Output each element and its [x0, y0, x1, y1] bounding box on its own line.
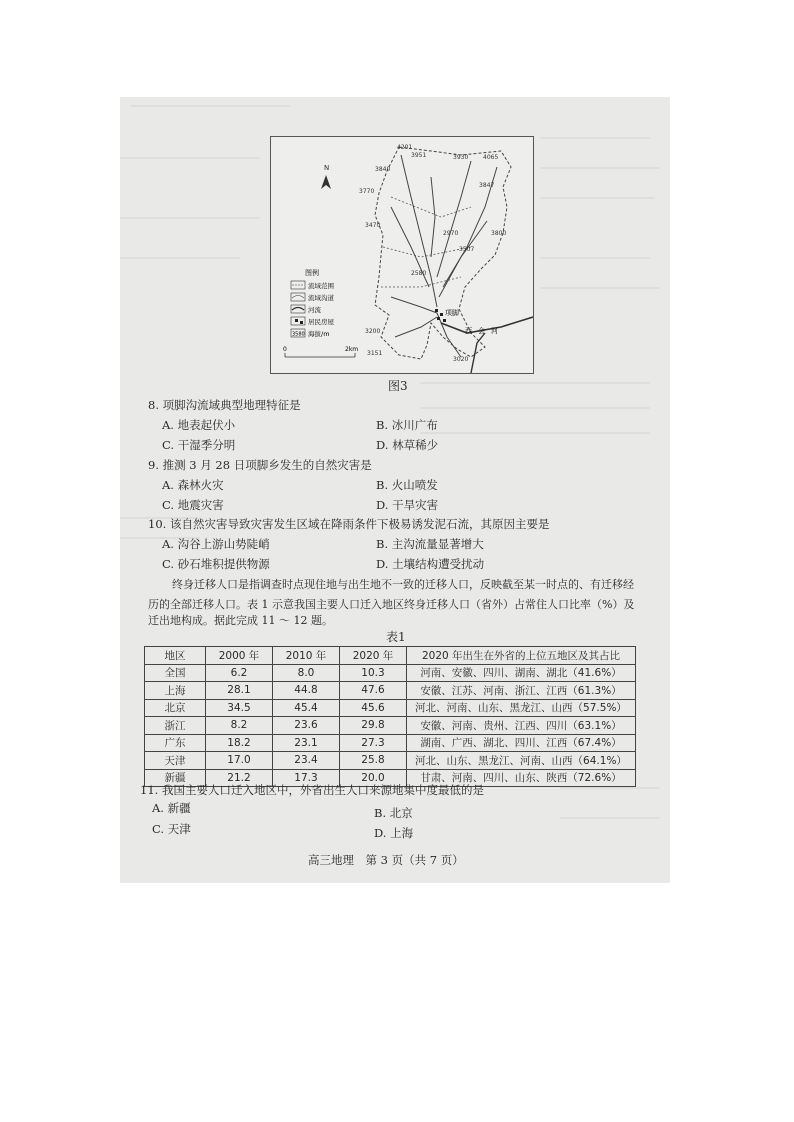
table-cell: 47.6: [340, 682, 407, 700]
table-cell: 45.4: [273, 699, 340, 717]
elev-label: 3800: [491, 230, 507, 237]
table-cell: 广东: [145, 734, 206, 752]
north-label: N: [324, 164, 330, 172]
q9-option-d[interactable]: D. 干旱灾害: [376, 498, 439, 512]
elev-label: 2970: [443, 230, 459, 237]
svg-text:0: 0: [283, 346, 287, 353]
table-cell: 34.5: [206, 699, 273, 717]
passage-line-1: 终身迁移人口是指调查时点现住地与出生地不一致的迁移人口，反映截至某一时点的、有迁移经: [172, 578, 634, 591]
legend-item-house: 居民房屋: [308, 318, 334, 326]
table-cell: 29.8: [340, 717, 407, 735]
elev-label: 4201: [397, 144, 413, 151]
header-2010: 2010 年: [273, 647, 340, 665]
q9-option-a[interactable]: A. 森林火灾: [162, 478, 224, 492]
elev-label: 4065: [483, 154, 499, 161]
q9-option-c[interactable]: C. 地震灾害: [162, 498, 224, 512]
town-label: 项脚: [445, 309, 459, 317]
elev-label: 3507: [459, 246, 475, 253]
table-row: [145, 752, 636, 770]
question-9-stem: 9. 推测 3 月 28 日项脚乡发生的自然灾害是: [148, 458, 372, 472]
table-cell: 45.6: [340, 699, 407, 717]
table-header-row: [145, 647, 636, 665]
table-cell: 21.2: [206, 769, 273, 787]
elev-label: 2580: [411, 270, 427, 277]
q10-option-a[interactable]: A. 沟谷上游山势陡峭: [162, 537, 270, 551]
map-legend: [291, 268, 335, 338]
table-cell: 上海: [145, 682, 206, 700]
table-cell: 23.1: [273, 734, 340, 752]
passage-line-2: 历的全部迁移人口。表 1 示意我国主要人口迁入地区终身迁移人口（省外）占常住人口比率（%）及: [148, 598, 635, 611]
migration-table: [144, 646, 636, 787]
legend-item-elevation: 海拔/m: [308, 330, 330, 338]
elev-label: 3847: [479, 182, 495, 189]
svg-text:2km: 2km: [345, 346, 359, 353]
table-cell: 浙江: [145, 717, 206, 735]
river-label: 西会河: [465, 327, 504, 335]
table-cell: 北京: [145, 699, 206, 717]
table-cell: 安徽、河南、贵州、江西、四川（63.1%）: [407, 717, 636, 735]
table-cell: 6.2: [206, 664, 273, 682]
table-caption: 表1: [386, 630, 406, 644]
q9-option-b[interactable]: B. 火山喷发: [376, 478, 438, 492]
elev-label: 3020: [453, 356, 469, 363]
table-row: [145, 664, 636, 682]
north-arrow-icon: [321, 175, 331, 189]
table-cell: 8.2: [206, 717, 273, 735]
elev-label: 3200: [365, 328, 381, 335]
table-row: [145, 699, 636, 717]
basin-map-svg: [271, 137, 533, 373]
table-cell: 10.3: [340, 664, 407, 682]
q10-option-c[interactable]: C. 砂石堆积提供物源: [162, 557, 270, 571]
q11-option-d[interactable]: D. 上海: [374, 826, 414, 840]
figure-3-map: [270, 136, 534, 374]
table-cell: 25.8: [340, 752, 407, 770]
elev-label: 3840: [375, 166, 391, 173]
elev-label: 3930: [453, 154, 469, 161]
table-cell: 17.0: [206, 752, 273, 770]
q11-option-c[interactable]: C. 天津: [152, 822, 191, 836]
tributary-river: [471, 333, 485, 373]
table-cell: 23.6: [273, 717, 340, 735]
question-8-stem: 8. 项脚沟流域典型地理特征是: [148, 398, 301, 412]
table-cell: 新疆: [145, 769, 206, 787]
table-row: [145, 717, 636, 735]
table-row: [145, 682, 636, 700]
scale-bar: [283, 346, 358, 357]
table-cell: 23.4: [273, 752, 340, 770]
passage-line-3: 迁出地构成。据此完成 11 ～ 12 题。: [148, 614, 333, 627]
table-cell: 河北、河南、山东、黑龙江、山西（57.5%）: [407, 699, 636, 717]
table-cell: 甘肃、河南、四川、山东、陕西（72.6%）: [407, 769, 636, 787]
figure-caption: 图3: [388, 379, 408, 393]
table-cell: 河北、山东、黑龙江、河南、山西（64.1%）: [407, 752, 636, 770]
legend-item-river: 河流: [308, 306, 321, 314]
q10-option-d[interactable]: D. 土壤结构遭受扰动: [376, 557, 485, 571]
elev-label: 3951: [411, 152, 427, 159]
q8-option-a[interactable]: A. 地表起伏小: [162, 418, 236, 432]
legend-title: 图例: [305, 269, 319, 277]
header-2020: 2020 年: [340, 647, 407, 665]
table-cell: 安徽、江苏、河南、浙江、江西（61.3%）: [407, 682, 636, 700]
q8-option-d[interactable]: D. 林草稀少: [376, 438, 439, 452]
header-2000: 2000 年: [206, 647, 273, 665]
table-cell: 28.1: [206, 682, 273, 700]
header-region: 地区: [145, 647, 206, 665]
page-footer: 高三地理 第 3 页（共 7 页）: [308, 853, 464, 867]
question-11-stem: 11. 我国主要人口迁入地区中，外省出生人口来源地集中度最低的是: [140, 783, 484, 797]
legend-item-channel: 流域沟道: [308, 294, 334, 302]
table-cell: 44.8: [273, 682, 340, 700]
question-10-stem: 10. 该自然灾害导致灾害发生区域在降雨条件下极易诱发泥石流，其原因主要是: [148, 517, 550, 531]
table-cell: 27.3: [340, 734, 407, 752]
table-cell: 全国: [145, 664, 206, 682]
table-cell: 天津: [145, 752, 206, 770]
table-row: [145, 734, 636, 752]
q8-option-c[interactable]: C. 干湿季分明: [162, 438, 236, 452]
header-origin: 2020 年出生在外省的上位五地区及其占比: [407, 647, 636, 665]
table-cell: 8.0: [273, 664, 340, 682]
table-cell: 河南、安徽、四川、湖南、湖北（41.6%）: [407, 664, 636, 682]
q10-option-b[interactable]: B. 主沟流量显著增大: [376, 537, 484, 551]
q11-option-b[interactable]: B. 北京: [374, 806, 413, 820]
elev-label: 3151: [367, 350, 383, 357]
table-cell: 18.2: [206, 734, 273, 752]
table-cell: 湖南、广西、湖北、四川、江西（67.4%）: [407, 734, 636, 752]
legend-sample-value: 3580: [292, 331, 305, 338]
table-cell: 17.3: [273, 769, 340, 787]
elev-label: 3770: [359, 188, 375, 195]
elev-label: 3470: [365, 222, 381, 229]
q8-option-b[interactable]: B. 冰川广布: [376, 418, 438, 432]
legend-item-basin: 流域范围: [308, 282, 334, 290]
q11-option-a[interactable]: A. 新疆: [152, 801, 191, 815]
table-cell: 20.0: [340, 769, 407, 787]
